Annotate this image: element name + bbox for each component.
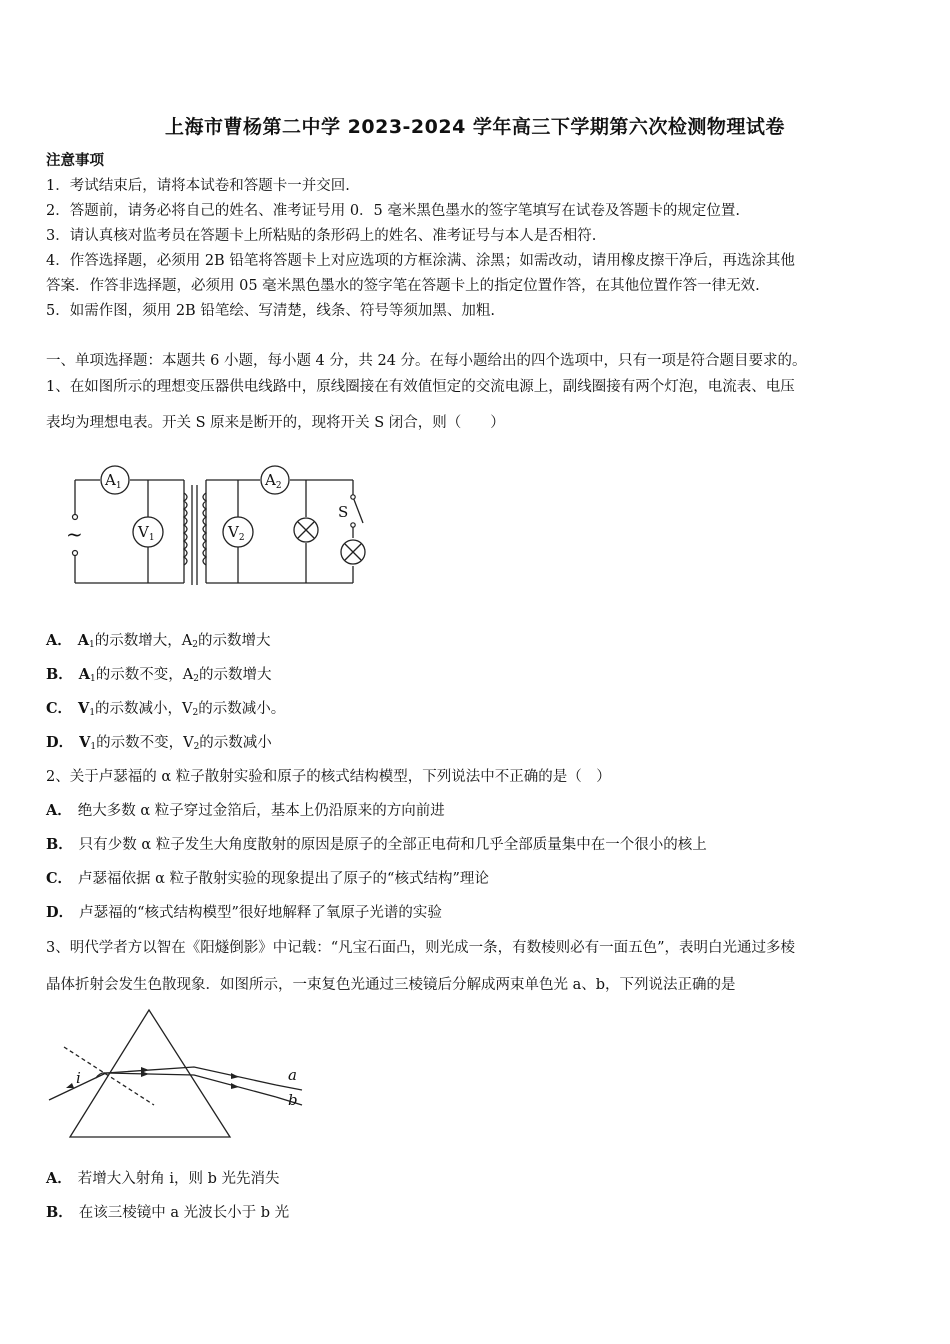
label-ray-b: b [288,1091,298,1109]
notice-item: 1．考试结束后，请将本试卷和答题卡一并交回. [46,178,350,194]
q1-stem-line1: 1、在如图所示的理想变压器供电线路中，原线圈接在有效值恒定的交流电源上，副线圈接有两个灯泡，电流表、电压 [46,379,795,395]
q1-option: C． $V_1$的示数减小，$V_2$的示数减小。 [46,700,286,718]
label-ray-a: a [288,1066,297,1084]
notice-item: 3．请认真核对监考员在答题卡上所粘贴的条形码上的姓名、准考证号与本人是否相符. [46,228,597,244]
q1-option: D． $V_1$的示数不变，$V_2$的示数减小 [46,734,272,752]
ac-source-symbol: ~ [66,522,83,546]
notice-item: 5．如需作图，须用 2B 铅笔绘、写清楚，线条、符号等须加黑、加粗. [46,303,495,319]
section-heading: 一、单项选择题：本题共 6 小题，每小题 4 分，共 24 分。在每小题给出的四个选项中，只有一项是符合题目要求的。 [46,353,807,369]
q2-option: A． 绝大多数 α 粒子穿过金箔后，基本上仍沿原来的方向前进 [46,802,445,819]
q2-stem: 2、关于卢瑟福的 α 粒子散射实验和原子的核式结构模型，下列说法中不正确的是（ ） [46,769,611,785]
notice-item: 2．答题前，请务必将自己的姓名、准考证号用 0．5 毫米黑色墨水的签字笔填写在试卷及答题卡的规定位置. [46,203,740,219]
label-incident-angle: i [76,1069,81,1087]
q2-option: C． 卢瑟福依据 α 粒子散射实验的现象提出了原子的“核式结构”理论 [46,870,489,887]
q1-option: B． $A_1$的示数不变，$A_2$的示数增大 [46,666,272,684]
prism-dispersion-figure [44,1005,314,1145]
q3-option: B． 在该三棱镜中 a 光波长小于 b 光 [46,1204,290,1221]
q2-option: B． 只有少数 α 粒子发生大角度散射的原因是原子的全部正电荷和几乎全部质量集中在一个很小的核上 [46,836,707,853]
label-a2: $A_2$ [265,471,282,491]
notice-heading: 注意事项 [46,152,104,169]
q1-option: A． $A_1$的示数增大，$A_2$的示数增大 [46,632,271,650]
q3-option: A． 若增大入射角 i，则 b 光先消失 [46,1170,280,1187]
label-a1: $A_1$ [105,471,122,491]
q3-stem-line2: 晶体折射会发生色散现象．如图所示，一束复色光通过三棱镜后分解成两束单色光 a、b，下列说法正确的是 [46,977,736,993]
transformer-circuit-figure [58,455,378,595]
label-v1: $V_1$ [138,523,155,543]
label-switch: S [338,503,349,521]
notice-item: 答案．作答非选择题，必须用 05 毫米黑色墨水的签字笔在答题卡上的指定位置作答，在其他位置作答一律无效. [46,278,760,294]
notice-item: 4．作答选择题，必须用 2B 铅笔将答题卡上对应选项的方框涂满、涂黑；如需改动，请用橡皮擦干净后，再选涂其他 [46,253,795,269]
q3-stem-line1: 3、明代学者方以智在《阳燧倒影》中记载：“凡宝石面凸，则光成一条，有数棱则必有一面五色”，表明白光通过多棱 [46,940,796,956]
q1-stem-line2: 表均为理想电表。开关 S 原来是断开的，现将开关 S 闭合，则（ ） [46,415,505,431]
label-v2: $V_2$ [228,523,245,543]
q2-option: D． 卢瑟福的“核式结构模型”很好地解释了氧原子光谱的实验 [46,904,442,921]
page-title: 上海市曹杨第二中学 2023-2024 学年高三下学期第六次检测物理试卷 [165,116,785,138]
